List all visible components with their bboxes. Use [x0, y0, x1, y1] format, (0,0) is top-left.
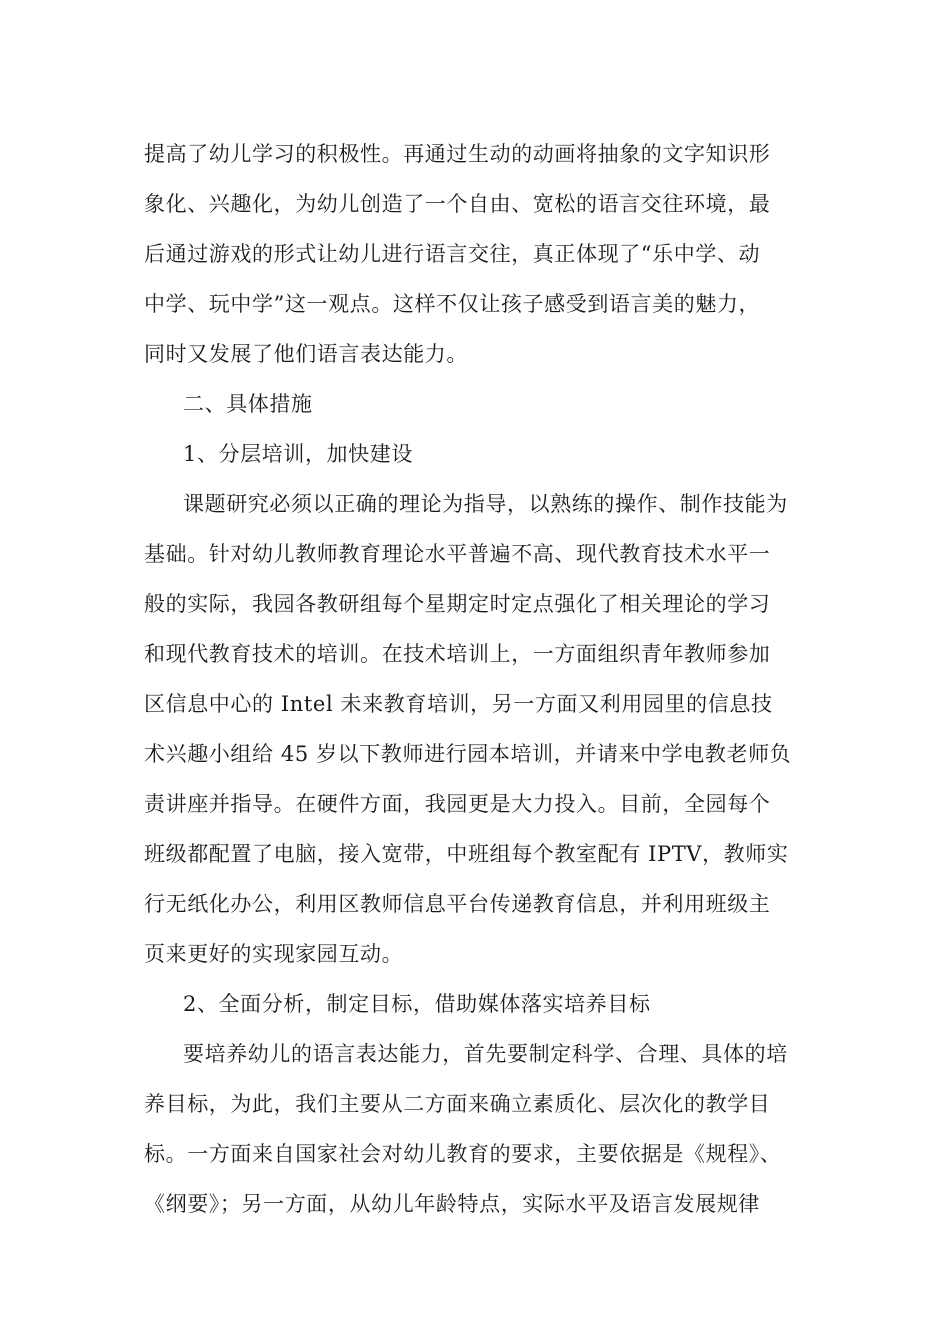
text-line: 责讲座并指导。在硬件方面，我园更是大力投入。目前，全园每个 [144, 792, 771, 816]
text-line: 象化、兴趣化，为幼儿创造了一个自由、宽松的语言交往环境，最 [144, 192, 771, 216]
text-line: 《纲要》；另一方面，从幼儿年龄特点，实际水平及语言发展规律 [144, 1192, 760, 1216]
text-line: 要培养幼儿的语言表达能力，首先要制定科学、合理、具体的培 [183, 1042, 788, 1066]
text-line: 提高了幼儿学习的积极性。再通过生动的动画将抽象的文字知识形 [144, 142, 771, 166]
text-line: 行无纸化办公，利用区教师信息平台传递教育信息，并利用班级主 [144, 892, 771, 916]
text-line: 基础。针对幼儿教师教育理论水平普遍不高、现代教育技术水平一 [144, 542, 771, 566]
text-line: 中学、玩中学”这一观点。这样不仅让孩子感受到语言美的魅力， [144, 292, 761, 316]
subsection-heading: 2、全面分析，制定目标，借助媒体落实培养目标 [183, 992, 651, 1016]
subsection-heading: 1、分层培训，加快建设 [183, 442, 413, 466]
text-line: 课题研究必须以正确的理论为指导，以熟练的操作、制作技能为 [183, 492, 788, 516]
text-line: 标。一方面来自国家社会对幼儿教育的要求，主要依据是《规程》、 [144, 1142, 782, 1166]
text-line: 后通过游戏的形式让幼儿进行语言交往，真正体现了“乐中学、动 [144, 242, 761, 266]
text-line: 般的实际，我园各教研组每个星期定时定点强化了相关理论的学习 [144, 592, 771, 616]
text-line: 术兴趣小组给 45 岁以下教师进行园本培训，并请来中学电教老师负 [144, 742, 792, 766]
text-line: 同时又发展了他们语言表达能力。 [144, 342, 468, 366]
text-line: 养目标，为此，我们主要从二方面来确立素质化、层次化的教学目 [144, 1092, 771, 1116]
text-line: 区信息中心的 Intel 未来教育培训，另一方面又利用园里的信息技 [144, 692, 773, 716]
text-line: 和现代教育技术的培训。在技术培训上，一方面组织青年教师参加 [144, 642, 771, 666]
text-line: 页来更好的实现家园互动。 [144, 942, 404, 966]
text-line: 班级都配置了电脑，接入宽带，中班组每个教室配有 IPTV，教师实 [144, 842, 789, 866]
section-heading: 二、具体措施 [183, 392, 313, 416]
